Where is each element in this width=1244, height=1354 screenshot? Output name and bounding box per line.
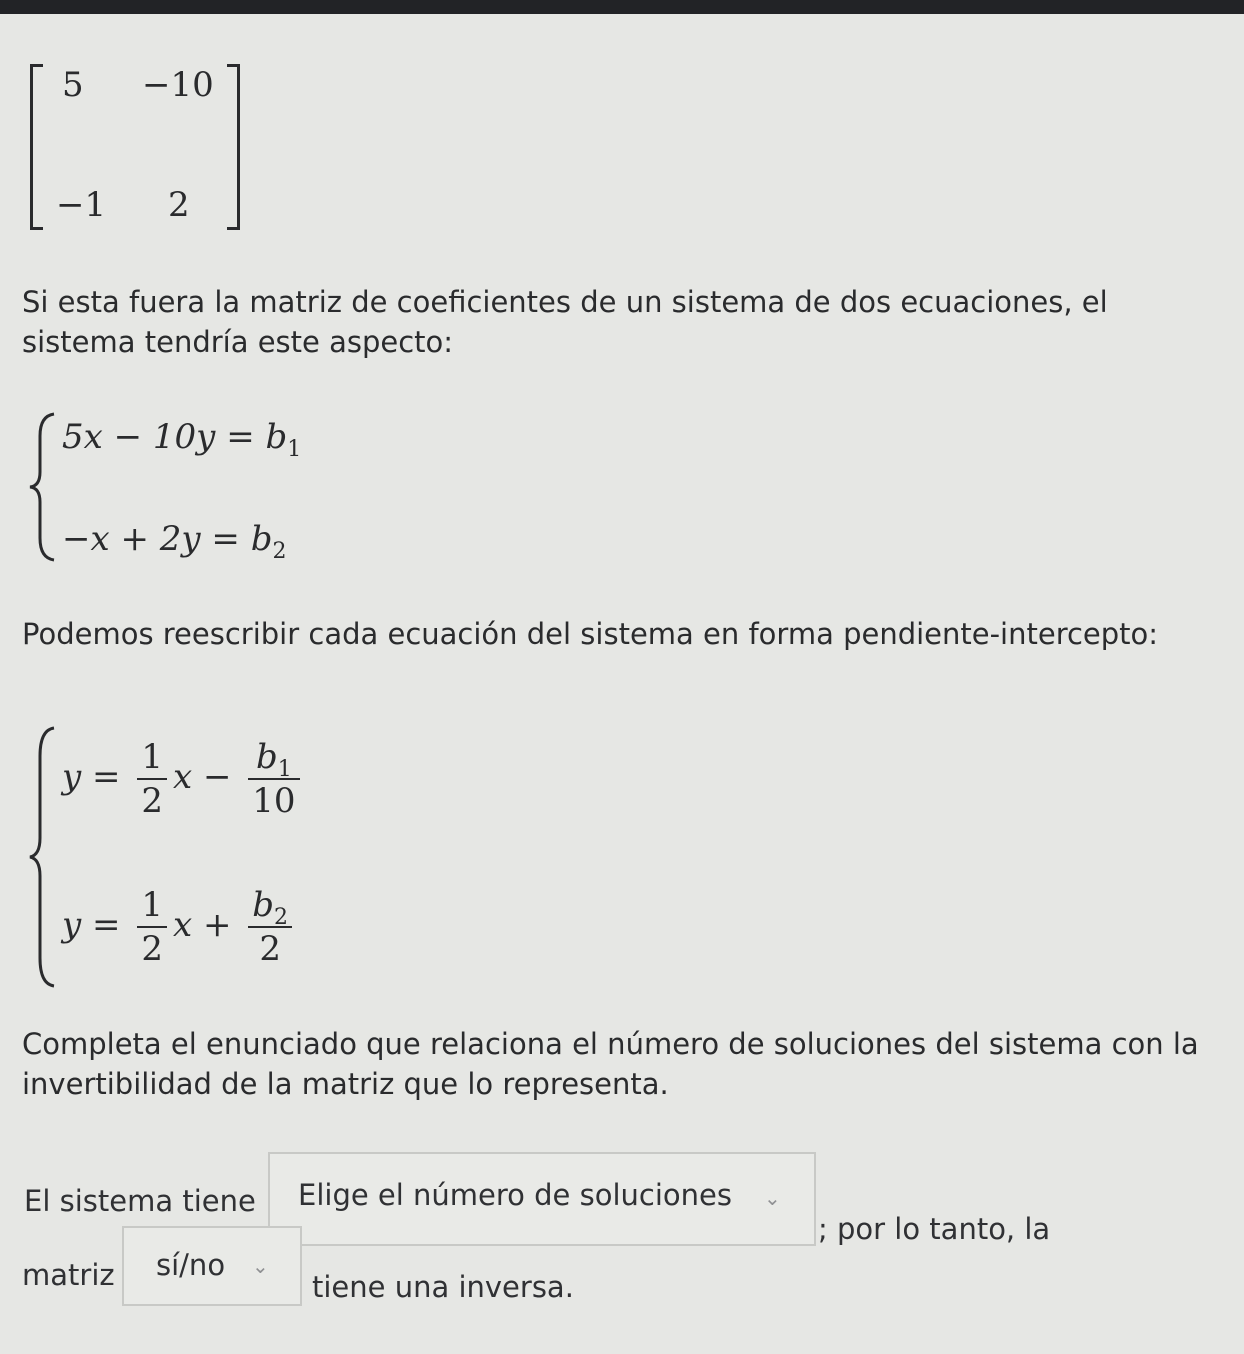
coefficient-matrix [30,60,240,232]
fraction: $\frac{1}{2}$ [137,740,167,818]
instruction-paragraph: Completa el enunciado que relaciona el número de soluciones del sistema con la invertibilidad de la matriz que lo representa. [22,1027,1199,1101]
rewrite-paragraph: Podemos reescribir cada ecuación del sistema en forma pendiente-intercepto: [22,617,1159,651]
equation-2: $-x + 2y = b_2$ [62,519,287,564]
equation-1: $5x - 10y = b_1$ [62,417,302,462]
statement-part-2: ; por lo tanto, la [818,1212,1051,1246]
equation-system-original [28,412,348,562]
statement-part-1: El sistema tiene [24,1184,256,1218]
intro-paragraph: Si esta fuera la matriz de coeficientes de un sistema de dos ecuaciones, el sistema tendría este aspecto: [22,285,1108,359]
matrix-right-bracket [227,64,240,230]
fraction: $\frac{1}{2}$ [137,888,167,966]
matrix-cell-2-2: 2 [168,185,190,225]
chevron-down-icon: ⌄ [764,1186,781,1210]
statement-part-3: matriz [22,1258,115,1292]
yes-no-dropdown-label: sí/no [156,1248,226,1282]
matrix-left-bracket [30,64,43,230]
solutions-dropdown[interactable] [268,1152,816,1246]
left-brace [28,726,58,988]
yes-no-dropdown[interactable] [122,1226,302,1306]
chevron-down-icon: ⌄ [252,1254,269,1278]
slope-equation-1: y = $\frac{1}{2}$ x − $\frac{b_1}{10}$ [62,740,306,818]
top-bar [0,0,1244,14]
statement-part-4: tiene una inversa. [312,1270,574,1304]
fraction: $\frac{b_2}{2}$ [248,888,292,966]
solutions-dropdown-label: Elige el número de soluciones [298,1178,732,1212]
matrix-cell-1-2: −10 [142,65,214,105]
matrix-cell-1-1: 5 [62,65,84,105]
equation-system-slope-intercept [28,726,368,988]
slope-equation-2: y = $\frac{1}{2}$ x + $\frac{b_2}{2}$ [62,888,298,966]
matrix-cell-2-1: −1 [56,185,107,225]
left-brace [28,412,58,562]
fraction: $\frac{b_1}{10}$ [248,740,299,818]
